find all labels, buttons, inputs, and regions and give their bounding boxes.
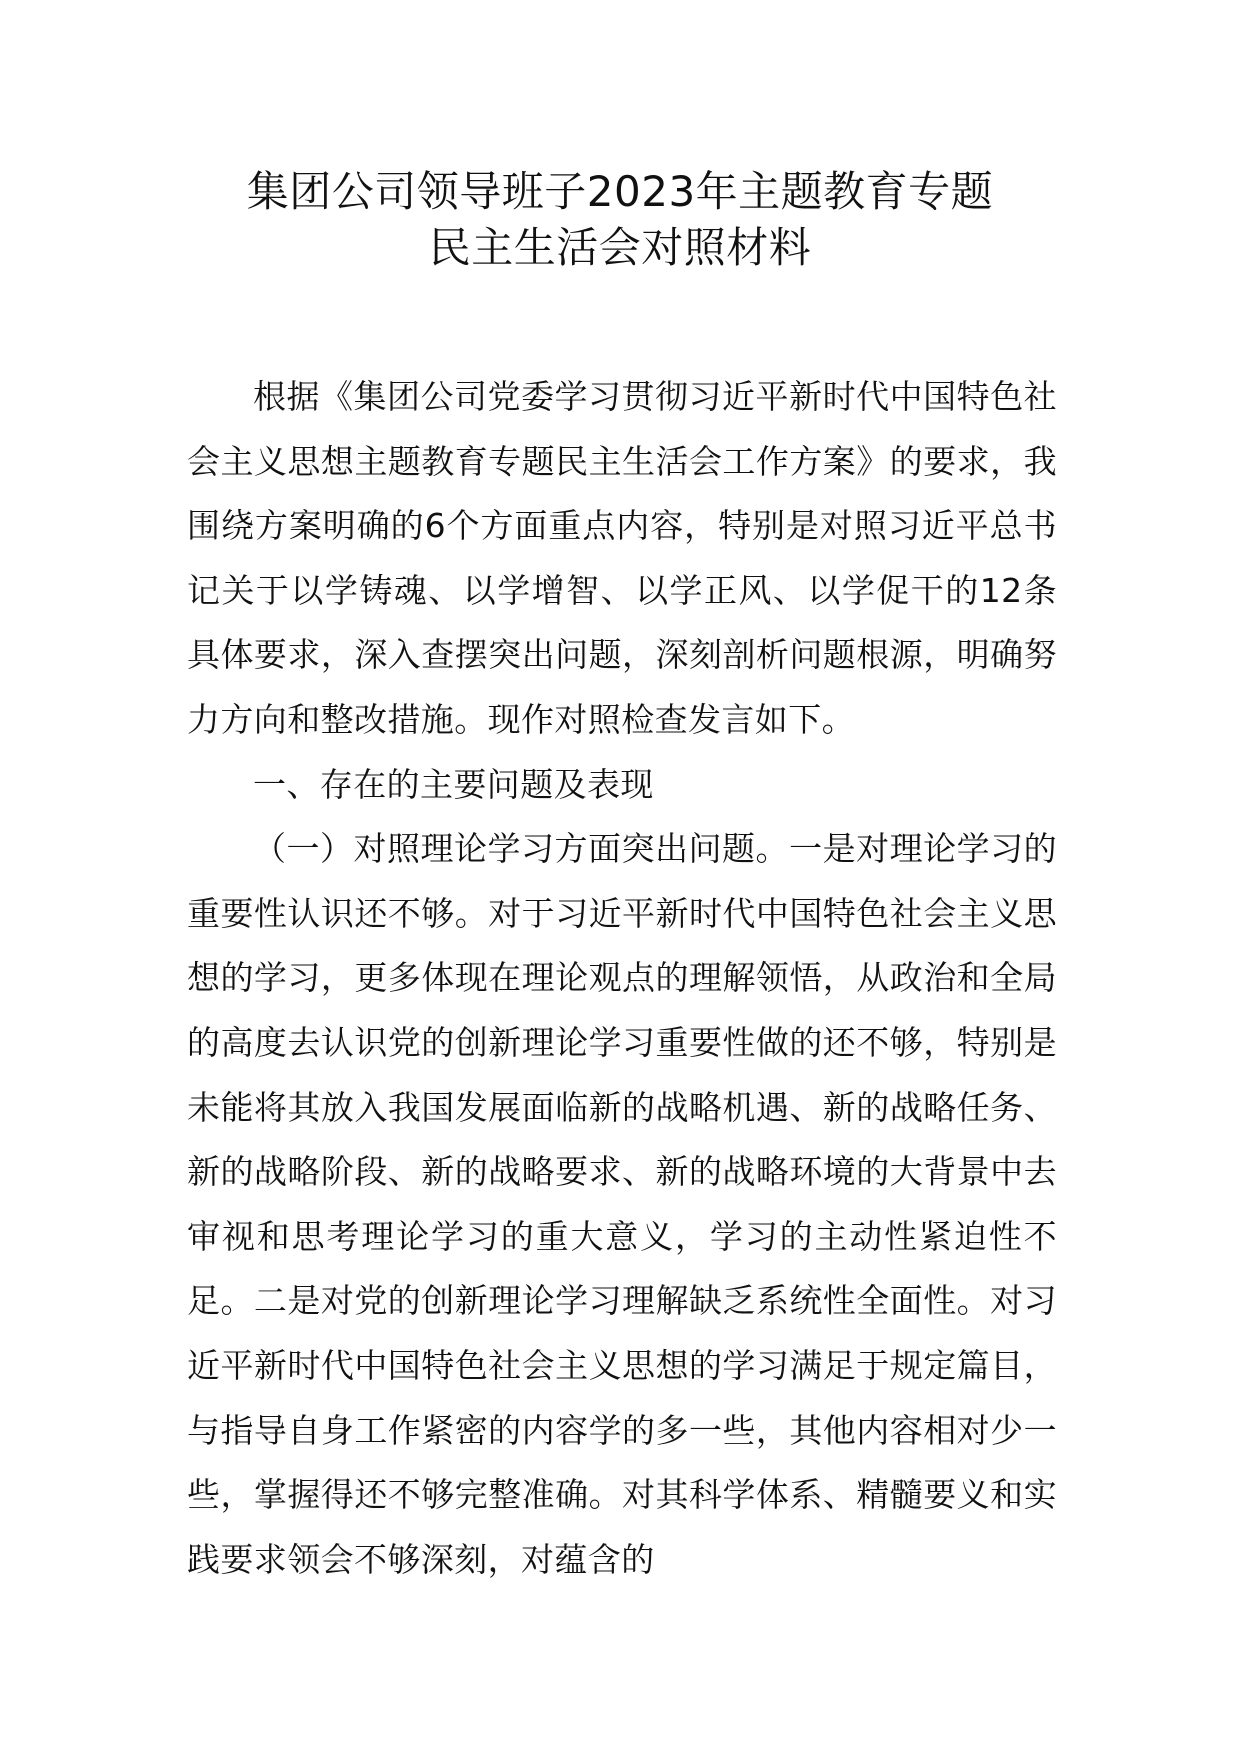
document-body [187, 365, 1057, 1592]
title-line-2: 民主生活会对照材料 [428, 223, 812, 272]
document-title [140, 164, 1100, 276]
section-1-paragraph-1: （一）对照理论学习方面突出问题。一是对理论学习的重要性认识还不够。对于习近平新时代中国特色社会主义思想的学习，更多体现在理论观点的理解领悟，从政治和全局的高度去认识党的创新理论学习重要性做的还不够，特别是未能将其放入我国发展面临新的战略机遇、新的战略任务、新的战略阶段、新的战略要求、新的战略环境的大背景中去审视和思考理论学习的重大意义，学习的主动性紧迫性不足。二是对党的创新理论学习理解缺乏系统性全面性。对习近平新时代中国特色社会主义思想的学习满足于规定篇目，与指导自身工作紧密的内容学的多一些，其他内容相对少一些，掌握得还不够完整准确。对其科学体系、精髓要义和实践要求领会不够深刻，对蕴含的 [187, 829, 1057, 1579]
section-heading-1: 一、存在的主要问题及表现 [253, 764, 654, 804]
title-line-1: 集团公司领导班子2023年主题教育专题 [246, 167, 994, 216]
intro-paragraph: 根据《集团公司党委学习贯彻习近平新时代中国特色社会主义思想主题教育专题民主生活会工作方案》的要求，我围绕方案明确的6个方面重点内容，特别是对照习近平总书记关于以学铸魂、以学增智、以学正风、以学促干的12条具体要求，深入查摆突出问题，深刻剖析问题根源，明确努力方向和整改措施。现作对照检查发言如下。 [187, 377, 1057, 739]
